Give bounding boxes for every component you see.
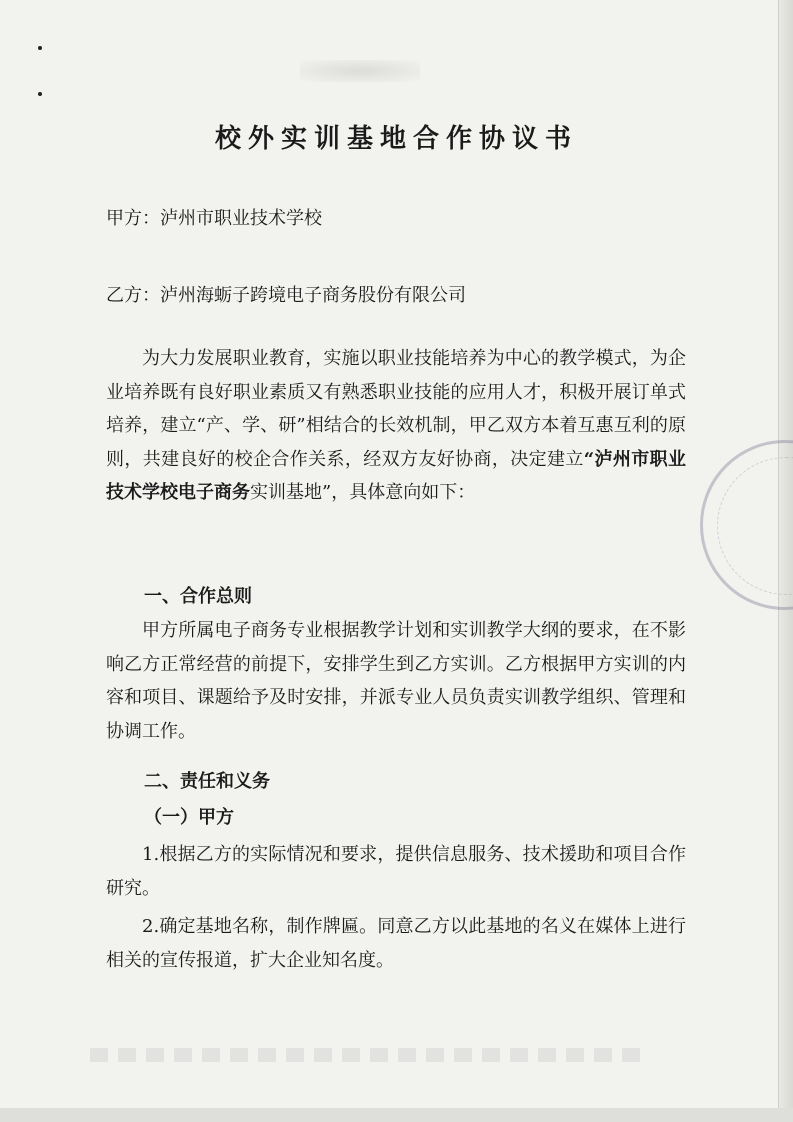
party-a-item-1: 1.根据乙方的实际情况和要求，提供信息服务、技术援助和项目合作研究。 bbox=[106, 844, 686, 899]
section-2-heading: 二、责任和义务 bbox=[144, 771, 270, 792]
show-through-mark bbox=[300, 60, 420, 82]
party-a-item-2: 2.确定基地名称，制作牌匾。同意乙方以此基地的名义在媒体上进行相关的宣传报道，扩大企业知名度。 bbox=[106, 916, 686, 971]
party-b-line bbox=[106, 281, 466, 307]
party-a-label: 甲方： bbox=[106, 208, 160, 229]
intro-paragraph bbox=[106, 342, 686, 510]
party-b-label: 乙方： bbox=[106, 285, 160, 306]
party-a-subheading: （一）甲方 bbox=[144, 807, 234, 828]
seal-stamp bbox=[700, 440, 793, 610]
scan-speck bbox=[38, 46, 42, 50]
party-b-name: 泸州海蛎子跨境电子商务股份有限公司 bbox=[160, 285, 466, 306]
party-a-name: 泸州市职业技术学校 bbox=[160, 208, 322, 229]
scan-speck bbox=[38, 92, 42, 96]
scan-edge-bottom bbox=[0, 1108, 793, 1122]
intro-text-end: 实训基地”，具体意向如下： bbox=[250, 482, 476, 503]
base-name-quote: “泸州市职业技术学校电子商务 bbox=[106, 448, 686, 503]
section-1-heading: 一、合作总则 bbox=[144, 586, 252, 607]
section-1-paragraph: 甲方所属电子商务专业根据教学计划和实训教学大纲的要求，在不影响乙方正常经营的前提下，安排学生到乙方实训。乙方根据甲方实训的内容和项目、课题给予及时安排，并派专业人员负责实训教学组织、管理和协调工作。 bbox=[106, 620, 686, 742]
show-through-mark bbox=[90, 1048, 650, 1062]
party-a-line bbox=[106, 204, 322, 230]
document-title: 校外实训基地合作协议书 bbox=[214, 124, 578, 154]
intro-text: 为大力发展职业教育，实施以职业技能培养为中心的教学模式，为企业培养既有良好职业素质又有熟悉职业技能的应用人才，积极开展订单式培养，建立“产、学、研”相结合的长效机制，甲乙双方本着互惠互利的原则，共建良好的校企合作关系，经双方友好协商，决定建立 bbox=[106, 348, 686, 470]
